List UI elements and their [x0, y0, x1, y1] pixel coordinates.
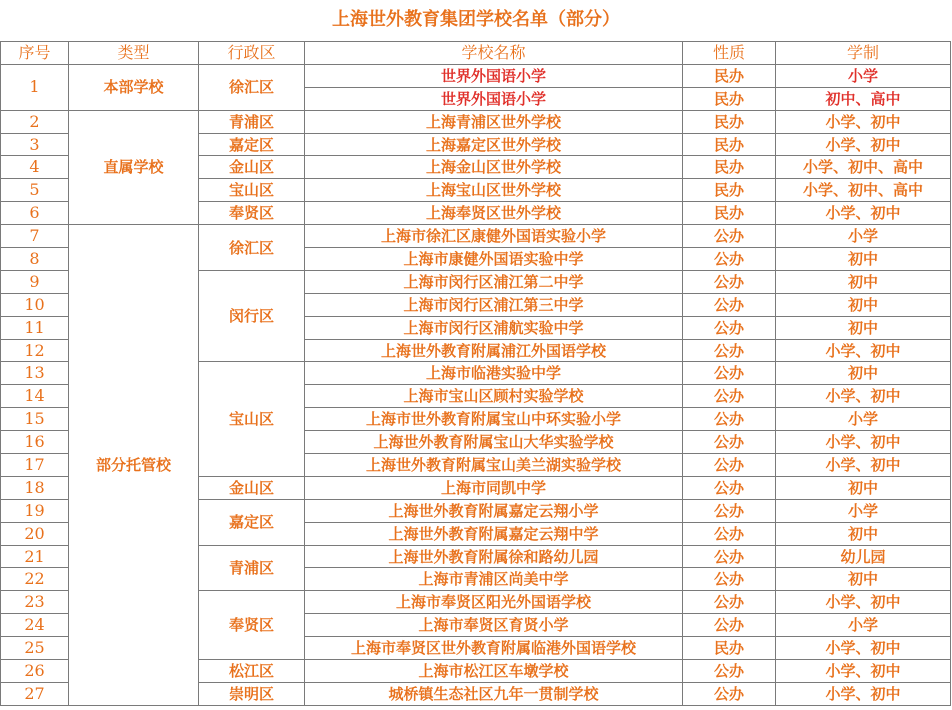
- nature-cell: 民办: [683, 156, 776, 179]
- row-number: 9: [1, 270, 69, 293]
- district-cell: 青浦区: [199, 545, 305, 591]
- school-name-cell: 上海宝山区世外学校: [305, 179, 683, 202]
- header-nature: 性质: [683, 42, 776, 65]
- system-cell: 小学: [776, 225, 951, 248]
- system-cell: 初中: [776, 316, 951, 339]
- nature-cell: 公办: [683, 568, 776, 591]
- system-cell: 初中: [776, 362, 951, 385]
- table-row: [1, 225, 951, 248]
- school-name-cell: 上海世外教育附属宝山美兰湖实验学校: [305, 454, 683, 477]
- district-cell: 松江区: [199, 660, 305, 683]
- row-number: 20: [1, 522, 69, 545]
- type-cell: 直属学校: [69, 110, 199, 224]
- nature-cell: 公办: [683, 248, 776, 271]
- table-row: [1, 64, 951, 87]
- district-cell: 嘉定区: [199, 499, 305, 545]
- district-cell: 徐汇区: [199, 64, 305, 110]
- school-name-cell: 上海奉贤区世外学校: [305, 202, 683, 225]
- district-cell: 宝山区: [199, 179, 305, 202]
- school-name-cell: 上海世外教育附属嘉定云翔中学: [305, 522, 683, 545]
- nature-cell: 公办: [683, 408, 776, 431]
- row-number: 21: [1, 545, 69, 568]
- school-name-cell: 上海市宝山区顾村实验学校: [305, 385, 683, 408]
- row-number: 14: [1, 385, 69, 408]
- nature-cell: 公办: [683, 385, 776, 408]
- school-name-cell: 上海市世外教育附属宝山中环实验小学: [305, 408, 683, 431]
- row-number: 7: [1, 225, 69, 248]
- nature-cell: 公办: [683, 522, 776, 545]
- nature-cell: 公办: [683, 545, 776, 568]
- school-name-cell: 上海世外教育附属嘉定云翔小学: [305, 499, 683, 522]
- nature-cell: 公办: [683, 682, 776, 705]
- school-name-cell: 上海嘉定区世外学校: [305, 133, 683, 156]
- page-title: 上海世外教育集团学校名单（部分）: [332, 9, 620, 30]
- system-cell: 小学、初中、高中: [776, 156, 951, 179]
- header-name: 学校名称: [305, 42, 683, 65]
- school-name-cell: 上海金山区世外学校: [305, 156, 683, 179]
- header-district: 行政区: [199, 42, 305, 65]
- system-cell: 小学、初中: [776, 110, 951, 133]
- school-name-cell: 上海市徐汇区康健外国语实验小学: [305, 225, 683, 248]
- row-number: 27: [1, 682, 69, 705]
- header-row: [1, 42, 951, 65]
- school-name-cell: 城桥镇生态社区九年一贯制学校: [305, 682, 683, 705]
- system-cell: 小学: [776, 408, 951, 431]
- row-number: 19: [1, 499, 69, 522]
- nature-cell: 公办: [683, 614, 776, 637]
- row-number: 16: [1, 431, 69, 454]
- district-cell: 金山区: [199, 156, 305, 179]
- row-number: 4: [1, 156, 69, 179]
- nature-cell: 公办: [683, 454, 776, 477]
- system-cell: 小学: [776, 499, 951, 522]
- school-name-cell: 上海市青浦区尚美中学: [305, 568, 683, 591]
- district-cell: 青浦区: [199, 110, 305, 133]
- district-cell: 闵行区: [199, 270, 305, 362]
- school-name-cell: 上海市奉贤区阳光外国语学校: [305, 591, 683, 614]
- system-cell: 小学、初中: [776, 133, 951, 156]
- nature-cell: 民办: [683, 202, 776, 225]
- system-cell: 初中: [776, 248, 951, 271]
- row-number: 24: [1, 614, 69, 637]
- row-number: 1: [1, 64, 69, 110]
- system-cell: 小学、初中: [776, 385, 951, 408]
- nature-cell: 公办: [683, 362, 776, 385]
- header-type: 类型: [69, 42, 199, 65]
- type-cell: 本部学校: [69, 64, 199, 110]
- system-cell: 小学: [776, 614, 951, 637]
- system-cell: 初中、高中: [776, 87, 951, 110]
- school-name-cell: 上海市闵行区浦江第三中学: [305, 293, 683, 316]
- row-number: 2: [1, 110, 69, 133]
- school-name-cell: 上海市奉贤区世外教育附属临港外国语学校: [305, 637, 683, 660]
- nature-cell: 民办: [683, 87, 776, 110]
- row-number: 6: [1, 202, 69, 225]
- nature-cell: 民办: [683, 637, 776, 660]
- school-name-cell: 上海市闵行区浦江第二中学: [305, 270, 683, 293]
- nature-cell: 公办: [683, 316, 776, 339]
- nature-cell: 民办: [683, 133, 776, 156]
- system-cell: 小学、初中: [776, 202, 951, 225]
- school-table: [0, 41, 951, 706]
- row-number: 10: [1, 293, 69, 316]
- system-cell: 幼儿园: [776, 545, 951, 568]
- school-name-cell: 上海青浦区世外学校: [305, 110, 683, 133]
- system-cell: 小学: [776, 64, 951, 87]
- system-cell: 小学、初中、高中: [776, 179, 951, 202]
- row-number: 25: [1, 637, 69, 660]
- district-cell: 徐汇区: [199, 225, 305, 271]
- school-name-cell: 上海市康健外国语实验中学: [305, 248, 683, 271]
- school-name-cell: 世界外国语小学: [305, 64, 683, 87]
- nature-cell: 公办: [683, 476, 776, 499]
- nature-cell: 民办: [683, 110, 776, 133]
- system-cell: 小学、初中: [776, 454, 951, 477]
- system-cell: 小学、初中: [776, 591, 951, 614]
- system-cell: 初中: [776, 476, 951, 499]
- nature-cell: 公办: [683, 339, 776, 362]
- nature-cell: 公办: [683, 293, 776, 316]
- system-cell: 初中: [776, 522, 951, 545]
- row-number: 22: [1, 568, 69, 591]
- system-cell: 初中: [776, 568, 951, 591]
- school-name-cell: 上海世外教育附属徐和路幼儿园: [305, 545, 683, 568]
- row-number: 3: [1, 133, 69, 156]
- row-number: 18: [1, 476, 69, 499]
- school-name-cell: 上海市闵行区浦航实验中学: [305, 316, 683, 339]
- district-cell: 金山区: [199, 476, 305, 499]
- row-number: 15: [1, 408, 69, 431]
- header-system: 学制: [776, 42, 951, 65]
- row-number: 8: [1, 248, 69, 271]
- district-cell: 奉贤区: [199, 591, 305, 660]
- district-cell: 宝山区: [199, 362, 305, 476]
- nature-cell: 公办: [683, 270, 776, 293]
- nature-cell: 公办: [683, 225, 776, 248]
- nature-cell: 公办: [683, 499, 776, 522]
- district-cell: 崇明区: [199, 682, 305, 705]
- row-number: 13: [1, 362, 69, 385]
- system-cell: 小学、初中: [776, 682, 951, 705]
- school-name-cell: 上海世外教育附属浦江外国语学校: [305, 339, 683, 362]
- system-cell: 小学、初中: [776, 637, 951, 660]
- type-cell: 部分托管校: [69, 225, 199, 706]
- header-no: 序号: [1, 42, 69, 65]
- school-name-cell: 世界外国语小学: [305, 87, 683, 110]
- nature-cell: 民办: [683, 179, 776, 202]
- system-cell: 小学、初中: [776, 431, 951, 454]
- system-cell: 小学、初中: [776, 660, 951, 683]
- row-number: 12: [1, 339, 69, 362]
- school-name-cell: 上海市临港实验中学: [305, 362, 683, 385]
- row-number: 5: [1, 179, 69, 202]
- nature-cell: 民办: [683, 64, 776, 87]
- school-name-cell: 上海市松江区车墩学校: [305, 660, 683, 683]
- school-name-cell: 上海市同凯中学: [305, 476, 683, 499]
- school-name-cell: 上海世外教育附属宝山大华实验学校: [305, 431, 683, 454]
- row-number: 17: [1, 454, 69, 477]
- row-number: 23: [1, 591, 69, 614]
- system-cell: 初中: [776, 293, 951, 316]
- nature-cell: 公办: [683, 660, 776, 683]
- school-name-cell: 上海市奉贤区育贤小学: [305, 614, 683, 637]
- row-number: 11: [1, 316, 69, 339]
- district-cell: 嘉定区: [199, 133, 305, 156]
- nature-cell: 公办: [683, 591, 776, 614]
- nature-cell: 公办: [683, 431, 776, 454]
- table-row: [1, 110, 951, 133]
- system-cell: 初中: [776, 270, 951, 293]
- system-cell: 小学、初中: [776, 339, 951, 362]
- district-cell: 奉贤区: [199, 202, 305, 225]
- row-number: 26: [1, 660, 69, 683]
